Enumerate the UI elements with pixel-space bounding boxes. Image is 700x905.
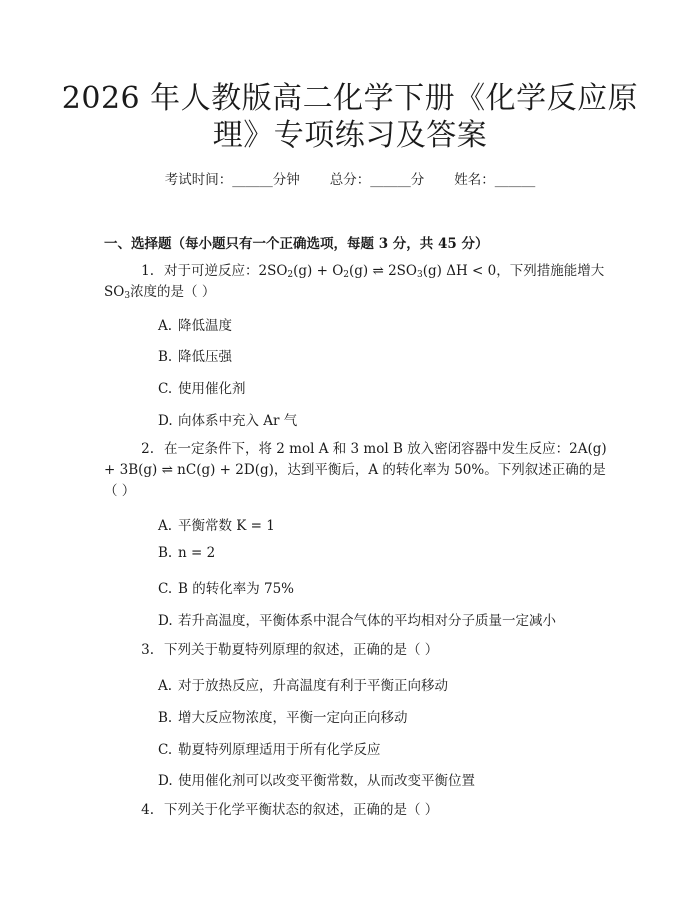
- question-3: [104, 640, 604, 661]
- option-2b: B. n = 2: [158, 545, 216, 561]
- option-1d: D. 向体系中充入 Ar 气: [158, 413, 298, 429]
- question-1: 1. 对于可逆反应：$2SO_2(g) + O_2(g)$ ⇌ $2SO_3(g) \Delta H < 0$，下列措施能增大 $SO_3$浓度的是（ ）: [104, 263, 605, 301]
- name-field: 姓名：______: [454, 172, 536, 188]
- question-number: 1.: [141, 263, 154, 279]
- section-heading-choice: 一、选择题（每小题只有一个正确选项，每题 3 分，共 45 分）: [104, 236, 489, 252]
- question-text: 下列关于勒夏特列原理的叙述，正确的是（ ）: [164, 642, 439, 658]
- option-3b: B. 增大反应物浓度，平衡一定向正向移动: [158, 710, 408, 726]
- option-1c: C. 使用催化剂: [158, 381, 246, 397]
- question-text: 下列关于化学平衡状态的叙述，正确的是（ ）: [164, 802, 439, 818]
- question-text: 对于可逆反应：2SO: [164, 263, 288, 279]
- question-text: 在一定条件下，将 2 mol A 和 3 mol B 放入密闭容器中发生反应：2A(g): [164, 441, 607, 457]
- option-1a: A. 降低温度: [158, 318, 232, 334]
- question-number: 2.: [141, 441, 154, 457]
- option-1b: B. 降低压强: [158, 349, 232, 365]
- title-line-1: 2026 年人教版高二化学下册《化学反应原: [61, 81, 639, 116]
- question-number: 4.: [141, 802, 154, 818]
- page-title: [0, 80, 700, 154]
- option-2a: A. 平衡常数 K = 1: [158, 518, 275, 534]
- option-2d: D. 若升高温度，平衡体系中混合气体的平均相对分子质量一定减小: [158, 613, 556, 629]
- option-3a: A. 对于放热反应，升高温度有利于平衡正向移动: [158, 678, 448, 694]
- option-2c: C. B 的转化率为 75%: [158, 581, 295, 597]
- question-2: 2. 在一定条件下，将 2 mol A 和 3 mol B 放入密闭容器中发生反应：2A(g) + 3B(g) ⇌ nC(g) + 2D(g)，达到平衡后，A 的转化率为 50%。下列叙述正确的是 （ ）: [104, 441, 607, 499]
- option-3c: C. 勒夏特列原理适用于所有化学反应: [158, 742, 381, 758]
- exam-meta: [0, 168, 700, 188]
- exam-time-field: 考试时间：______分钟: [164, 172, 300, 188]
- question-number: 3.: [141, 642, 154, 658]
- option-3d: D. 使用催化剂可以改变平衡常数，从而改变平衡位置: [158, 773, 475, 789]
- title-line-2: 理》专项练习及答案: [212, 118, 488, 153]
- question-4: [104, 800, 604, 821]
- total-score-field: 总分：______分: [329, 172, 425, 188]
